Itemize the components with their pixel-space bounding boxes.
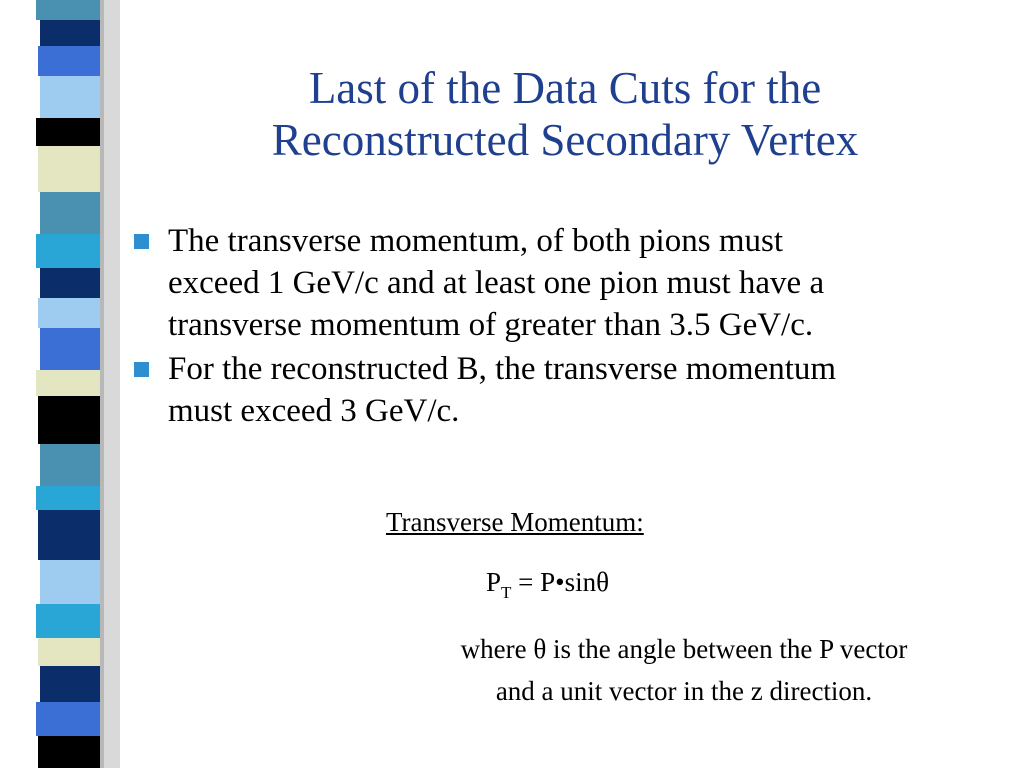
theta-explanation [384,628,984,712]
formula-subscript: T [501,583,512,602]
bullet-item [132,348,992,432]
bullet-1-line-3: transverse momentum of greater than 3.5 GeV/c. [168,307,814,343]
stripe-graphic [0,0,120,768]
slide-title [150,62,980,166]
bullet-list [132,220,992,434]
title-line-2: Reconstructed Secondary Vertex [271,115,859,165]
momentum-formula [486,566,609,602]
formula-symbol: P [486,567,502,597]
explanation-line-1: where θ is the angle between the P vector [460,634,908,664]
stripe-bands [36,0,100,768]
transverse-momentum-heading: Transverse Momentum: [386,507,644,537]
formula-rhs: = P•sinθ [511,567,610,597]
bullet-2-line-2: must exceed 3 GeV/c. [168,393,460,429]
bullet-item [132,220,992,346]
bullet-1-line-2: exceed 1 GeV/c and at least one pion must have a [168,265,825,301]
title-line-1: Last of the Data Cuts for the [308,63,822,113]
explanation-line-2: and a unit vector in the z direction. [495,676,873,706]
decorative-stripe [0,0,120,768]
bullet-1-line-1: The transverse momentum, of both pions must [168,223,783,259]
square-bullet-icon [134,362,149,377]
bullet-2-line-1: For the reconstructed B, the transverse momentum [168,351,837,387]
square-bullet-icon [134,234,149,249]
